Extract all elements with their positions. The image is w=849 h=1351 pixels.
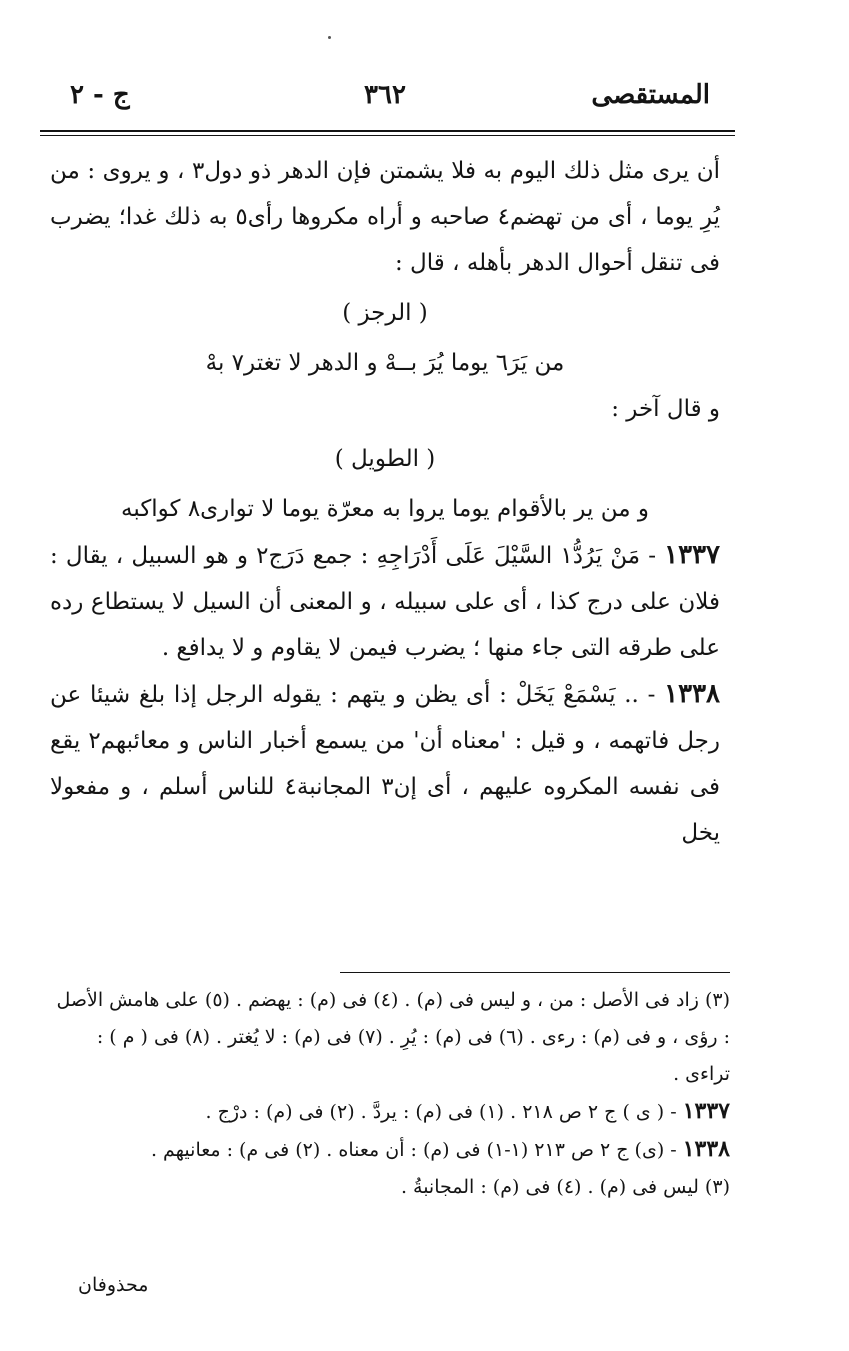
entry-number: ١٣٣٨	[664, 679, 720, 709]
footnote	[50, 1131, 730, 1169]
footnote-text: - (ى) ج ٢ ص ٢١٣ (١-١) فى (م) : أن معناه . (٢) فى م) : معانيهم .	[150, 1139, 677, 1161]
running-header	[60, 80, 710, 120]
verse: من يَرَ٦ يوما يُرَ بــهْ و الدهر لا تغتر٧ بهْ	[205, 350, 565, 376]
footnote-entry-number: ١٣٣٧	[682, 1098, 730, 1124]
header-rule-thick	[40, 130, 735, 132]
entry-text: - .. يَسْمَعْ يَخَلْ : أى يظن و يتهم : يقوله الرجل إذا بلغ شيئا عن رجل فاتهمه ، و قيل : 'معناه أن' من يسمع أخبار الناس و معائبهم٢ يقع فى نفسه المكروه عليهم ، أى إن٣ المجانبة٤ للناس أسلم ، و مفعولا يخل	[50, 682, 720, 846]
entry-text: - مَنْ يَرُدُّ١ السَّيْلَ عَلَى أَدْرَاجِهِ : جمع دَرَج٢ و هو السبيل ، يقال : فلان على درج كذا ، أى على سبيله ، و المعنى أن السيل لا يستطاع رده على طرقه التى جاء منها ؛ يضرب فيمن لا يقاوم و لا يدافع .	[50, 543, 720, 661]
header-rule-thin	[40, 135, 735, 136]
footnotes	[50, 982, 730, 1206]
footnote-entry-number: ١٣٣٨	[682, 1136, 730, 1162]
page-number: ٣٦٢	[364, 80, 406, 110]
footnote-text: - ( ى ) ج ٢ ص ٢١٨ . (١) فى (م) : يردَّ . (٢) فى (م) : درْج .	[205, 1101, 677, 1123]
volume-label: ج - ٢	[70, 80, 130, 110]
meter-label: ( الرجز )	[342, 300, 428, 326]
footnote: (٣) زاد فى الأصل : من ، و ليس فى (م) . (٤) فى (م) : يهضم . (٥) على هامش الأصل : رؤى ، و فى (م) : رءى . (٦) فى (م) : يُرِ . (٧) فى (م) : لا يُغتر . (٨) فى ( م ) : تراءى .	[56, 989, 730, 1085]
catchword: محذوفان	[78, 1274, 149, 1296]
footnote: (٣) ليس فى (م) . (٤) فى (م) : المجانبةُ .	[400, 1176, 730, 1198]
footnote	[50, 1093, 730, 1131]
header-title: المستقصى	[591, 80, 710, 110]
entry-1337	[50, 532, 720, 671]
meter-label: ( الطويل )	[334, 446, 436, 472]
speck	[328, 36, 331, 39]
paragraph: و قال آخر :	[611, 396, 720, 422]
entry-number: ١٣٣٧	[664, 540, 720, 570]
paragraph: أن يرى مثل ذلك اليوم به فلا يشمتن فإن الدهر ذو دول٣ ، و يروى : من يُرِ يوما ، أى من تهضم٤ صاحبه و أراه مكروها رأى٥ به ذلك غدا؛ يضرب فى تنقل أحوال الدهر بأهله ، قال :	[50, 158, 720, 276]
entry-1338	[50, 671, 720, 856]
verse: و من ير بالأقوام يوما يروا به معرّة يوما لا توارى٨ كواكبه	[121, 496, 649, 522]
footnote-separator	[340, 972, 730, 973]
main-text	[50, 148, 720, 856]
